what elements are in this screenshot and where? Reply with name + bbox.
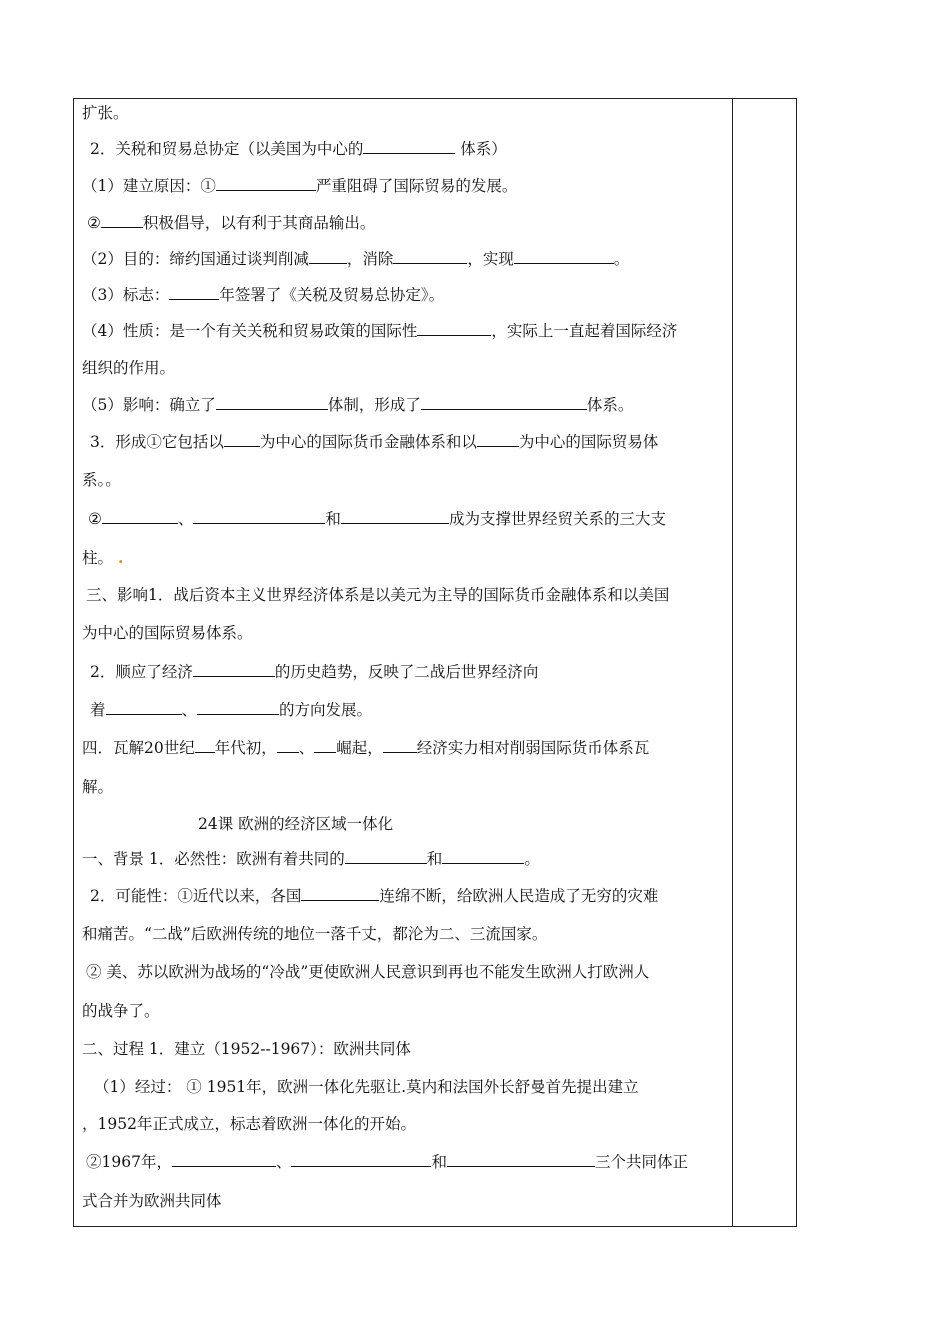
- text-line: 为中心的国际贸易体系。: [82, 624, 253, 642]
- fill-blank[interactable]: [169, 285, 219, 300]
- text-line: 一、背景 1．必然性：欧洲有着共同的 和 。: [82, 850, 540, 868]
- text-line: （2）目的：缔约国通过谈判削减 ，消除 ，实现 。: [82, 250, 630, 268]
- text-line: 组织的作用。: [82, 359, 176, 377]
- lesson-heading: 24课 欧洲的经济区域一体化: [198, 815, 394, 833]
- fill-blank[interactable]: [101, 213, 143, 228]
- fill-blank[interactable]: [197, 700, 279, 715]
- fill-blank[interactable]: [102, 509, 178, 524]
- text-line: （1）建立原因：① 严重阻碍了国际贸易的发展。: [82, 177, 518, 195]
- text-line: ② 、 和 成为支撑世界经贸关系的三大支: [88, 510, 666, 528]
- text-line: 2．可能性：①近代以来，各国 连绵不断，给欧洲人民造成了无穷的灾难: [90, 887, 659, 905]
- text-line: 系。。: [82, 471, 121, 489]
- fill-blank[interactable]: [193, 662, 275, 677]
- fill-blank[interactable]: [216, 176, 316, 191]
- fill-blank[interactable]: [341, 509, 449, 524]
- text-line: （5）影响：确立了 体制，形成了 体系。: [82, 396, 634, 414]
- text-line: 式合并为欧洲共同体: [82, 1192, 222, 1210]
- column-divider: [732, 99, 733, 1226]
- text-line: 二、过程 1．建立（1952--1967）：欧洲共同体: [82, 1040, 411, 1058]
- fill-blank[interactable]: [314, 738, 336, 753]
- text-line: ②1967年， 、 和 三个共同体正: [86, 1153, 688, 1171]
- fill-blank[interactable]: [277, 738, 299, 753]
- text-line: ，1952年正式成立，标志着欧洲一体化的开始。: [82, 1115, 416, 1133]
- fill-blank[interactable]: [224, 432, 260, 447]
- fill-blank[interactable]: [447, 1152, 595, 1167]
- text-line: 柱。 .: [82, 548, 124, 567]
- text-line: 3．形成①它包括以 为中心的国际货币金融体系和以 为中心的国际贸易体: [90, 433, 659, 451]
- fill-blank[interactable]: [193, 509, 325, 524]
- text-line: （1）经过： ① 1951年，欧洲一体化先驱让.莫内和法国外长舒曼首先提出建立: [94, 1078, 639, 1096]
- fill-blank[interactable]: [172, 1152, 276, 1167]
- fill-blank[interactable]: [309, 249, 347, 264]
- fill-blank[interactable]: [417, 321, 491, 336]
- text-line: 四．瓦解20世纪 年代初， 、 崛起， 经济实力相对削弱国际货币体系瓦: [82, 739, 650, 757]
- fill-blank[interactable]: [514, 249, 614, 264]
- fill-blank[interactable]: [421, 395, 587, 410]
- fill-blank[interactable]: [106, 700, 182, 715]
- text-line: 扩张。: [82, 104, 129, 122]
- text-line: ② 积极倡导，以有利于其商品输出。: [87, 214, 376, 232]
- text-line: 着 、 的方向发展。: [90, 701, 373, 719]
- text-line: （4）性质：是一个有关关税和贸易政策的国际性 ，实际上一直起着国际经济: [82, 322, 678, 340]
- text-line: 三、影响1．战后资本主义世界经济体系是以美元为主导的国际货币金融体系和以美国: [86, 586, 670, 604]
- text-line: 解。: [82, 778, 114, 796]
- text-line: （3）标志： 年签署了《关税及贸易总协定》。: [82, 286, 445, 304]
- worksheet-table: [73, 98, 797, 1227]
- text-line: 2．顺应了经济 的历史趋势，反映了二战后世界经济向: [90, 663, 539, 681]
- fill-blank[interactable]: [301, 886, 379, 901]
- fill-blank[interactable]: [216, 395, 328, 410]
- fill-blank[interactable]: [442, 849, 524, 864]
- text-line: 的战争了。: [82, 1002, 160, 1020]
- fill-blank[interactable]: [363, 139, 455, 154]
- fill-blank[interactable]: [393, 249, 467, 264]
- orange-dot-mark: .: [117, 548, 124, 567]
- text-line: 和痛苦。“二战”后欧洲传统的地位一落千丈，都沦为二、三流国家。: [82, 925, 548, 943]
- fill-blank[interactable]: [195, 738, 215, 753]
- fill-blank[interactable]: [345, 849, 427, 864]
- fill-blank[interactable]: [477, 432, 519, 447]
- fill-blank[interactable]: [291, 1152, 431, 1167]
- text-line: ② 美、苏以欧洲为战场的“冷战”更使欧洲人民意识到再也不能发生欧洲人打欧洲人: [86, 963, 650, 981]
- text-line: 2．关税和贸易总协定（以美国为中心的 体系）: [90, 140, 507, 158]
- fill-blank[interactable]: [383, 738, 417, 753]
